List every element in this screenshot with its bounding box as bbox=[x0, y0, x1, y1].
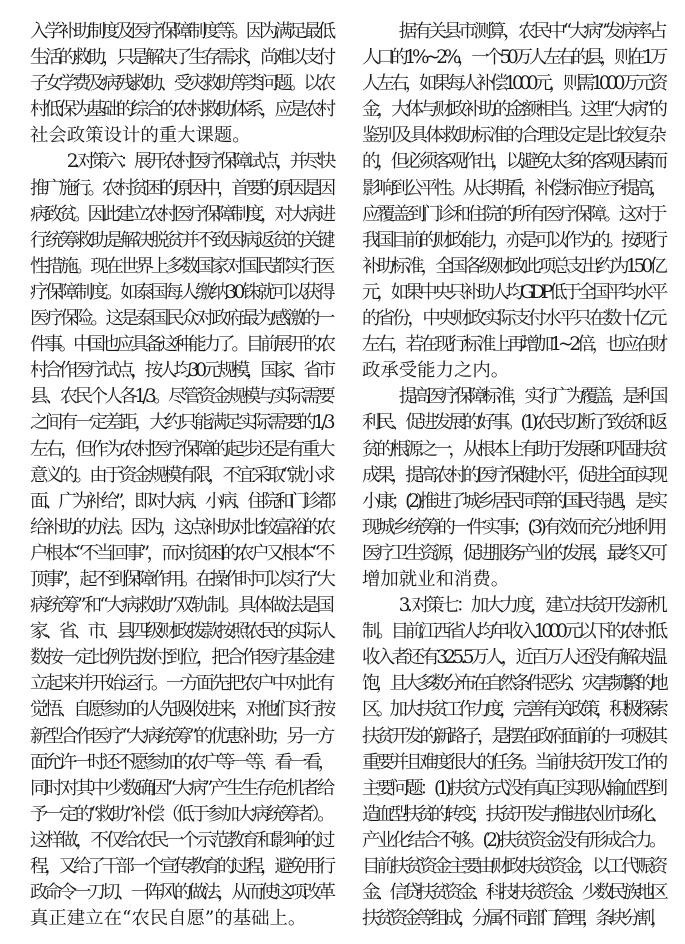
text-line-content: 影响到公平性。从长期看，补偿标准应予提高， bbox=[362, 177, 664, 199]
text-line bbox=[362, 306, 664, 332]
text-line bbox=[30, 176, 332, 202]
text-line bbox=[362, 280, 664, 306]
text-line-content: 小康；(2)推进了城乡居民同等的国民待遇，是实 bbox=[362, 490, 664, 512]
text-line-content: 社会政策设计的重大课题。 bbox=[30, 125, 251, 147]
text-line bbox=[362, 515, 664, 541]
text-line-content: 觉悟、自愿参加的人先吸收进来，对他们实行按 bbox=[30, 699, 332, 721]
text-line bbox=[362, 19, 664, 45]
text-line bbox=[30, 123, 332, 149]
text-line bbox=[30, 828, 332, 854]
text-line bbox=[362, 71, 664, 97]
text-line bbox=[30, 567, 332, 593]
text-line-content: 重要并且难度很大的任务。当前扶贫开发工作的 bbox=[362, 751, 664, 773]
text-line bbox=[362, 671, 664, 697]
text-line bbox=[362, 854, 664, 880]
text-line-content: 推广施行。农村贫困的原因中，首要的原因是因 bbox=[30, 177, 332, 199]
text-line-content: 同时对其中少数确因“大病”产生生存危机者给 bbox=[30, 777, 332, 799]
text-line-content: 这样做，不仅给农民一个示范教育和影响的过 bbox=[30, 829, 332, 851]
text-line-content: 区。加大扶贫工作力度，完善有关政策，积极探索 bbox=[362, 699, 664, 721]
text-line-content: 人左右，如果每人补偿1000元，则需1000万元资 bbox=[362, 73, 664, 95]
text-line bbox=[30, 332, 332, 358]
text-line-content: 提高医疗保障标准，实行广为覆盖，是利国 bbox=[398, 386, 664, 408]
text-line-content: 应覆盖到门诊和住院的所有医疗保障。这对于 bbox=[362, 203, 664, 225]
text-line-content: 面允许一时还不愿参加的农户等一等、看一看， bbox=[30, 751, 332, 773]
text-line-content: 面、广为补给”，即对大病、小病、住院和门诊都 bbox=[30, 490, 332, 512]
text-line-content: 造血型扶贫的转变，扶贫开发与推进农业市场化、 bbox=[362, 803, 664, 825]
text-line-content: 性措施。现在世界上多数国家对国民都实行医 bbox=[30, 255, 332, 277]
text-line bbox=[362, 619, 664, 645]
text-line bbox=[30, 593, 332, 619]
text-line bbox=[30, 19, 332, 45]
text-line bbox=[362, 384, 664, 410]
text-line bbox=[362, 228, 664, 254]
text-line-content: 主要问题：(1)扶贫方式没有真正实现从输血型到 bbox=[362, 777, 664, 799]
text-line bbox=[362, 489, 664, 515]
text-line bbox=[362, 880, 664, 906]
text-line bbox=[362, 776, 664, 802]
text-line bbox=[362, 463, 664, 489]
text-line-content: 顶事”，起不到保障作用。在操作时可以实行“大 bbox=[30, 568, 332, 590]
text-line-content: 据有关县市测算，农民中“大病”发病率占 bbox=[398, 21, 664, 42]
text-line bbox=[362, 828, 664, 854]
text-line-content: 病致贫。因此建立农村医疗保障制度，对大病进 bbox=[30, 203, 332, 225]
text-line-content: 生活的救助，只是解决了生存需求，尚难以支付 bbox=[30, 47, 332, 69]
text-line bbox=[30, 776, 332, 802]
text-line-content: 左右，但作为农村医疗保障的起步还是有重大 bbox=[30, 438, 332, 460]
text-line-content: 人口的1%~2%，一个50万人左右的县，则在1万 bbox=[362, 47, 664, 69]
text-line-content: 补助标准，全国各级财政此项总支出约为150亿 bbox=[362, 255, 664, 277]
text-line-content: 新型合作医疗“大病统筹”的优惠补助；另一方 bbox=[30, 725, 332, 747]
text-line-content: 贫的根源之一，从根本上有助于发展和巩固扶贫 bbox=[362, 438, 664, 460]
text-line bbox=[362, 541, 664, 567]
text-line-content: 病统筹”和“大病救助”双轨制。具体做法是国 bbox=[30, 595, 332, 617]
text-line bbox=[30, 306, 332, 332]
text-line-content: 收入者还有325.5万人，近百万人还没有解决温 bbox=[362, 647, 664, 669]
text-line bbox=[362, 750, 664, 776]
text-line bbox=[362, 697, 664, 723]
text-line-content: 的，但必须客观作出，以避免太多的客观因素而 bbox=[362, 151, 664, 173]
text-line bbox=[30, 489, 332, 515]
text-line-content: 家、省、市、县四级财政拨款按照农民的实际人 bbox=[30, 621, 332, 643]
text-line-content: 饱，且大多数分布在自然条件恶劣、灾害频繁的地 bbox=[362, 673, 664, 695]
text-line-content: 成果，提高农村的医疗保健水平，促进全面实现 bbox=[362, 464, 664, 486]
text-line bbox=[362, 802, 664, 828]
text-line bbox=[30, 750, 332, 776]
text-line bbox=[362, 645, 664, 671]
text-line-content: 村低保为基础的综合的农村救助体系，应是农村 bbox=[30, 99, 332, 121]
text-line-content: 数按一定比例先拨付到位，把合作医疗基金建 bbox=[30, 647, 332, 669]
text-line bbox=[30, 254, 332, 280]
text-line-content: 3. 对策七：加大力度，建立扶贫开发新机 bbox=[398, 595, 664, 617]
text-line bbox=[30, 228, 332, 254]
text-line-content: 件事。中国也应具备这种能力了。目前展开的农 bbox=[30, 334, 332, 356]
text-line bbox=[30, 671, 332, 697]
text-line bbox=[362, 123, 664, 149]
text-line bbox=[30, 45, 332, 71]
text-line-content: 增加就业和消费。 bbox=[362, 568, 510, 590]
text-line bbox=[30, 463, 332, 489]
text-line-content: 政承受能力之内。 bbox=[362, 360, 510, 382]
text-line-content: 县、农民个人各1/3。尽管资金规模与实际需要 bbox=[30, 386, 332, 408]
text-line-content: 给补助的办法。因为，这点补助对比较富裕的农 bbox=[30, 516, 332, 538]
text-line-content: 政命令一刀切、一阵风的做法，从而使这项改革 bbox=[30, 882, 332, 904]
text-line-content: 入学补助制度及医疗保障制度等。因为满足最低 bbox=[30, 21, 332, 42]
text-line bbox=[362, 202, 664, 228]
text-column-left bbox=[30, 19, 332, 932]
text-line-content: 子女学费及病残救助、受灾救助等类问题。以农 bbox=[30, 73, 332, 95]
text-line-content: 制。目前江西省人均年收入1000元以下的农村低 bbox=[362, 621, 664, 643]
text-line bbox=[30, 645, 332, 671]
text-line-content: 真正建立在“农民自愿”的基础上。 bbox=[30, 908, 307, 930]
text-line bbox=[30, 437, 332, 463]
text-line-content: 医疗卫生资源，促进服务产业的发展，最终又可 bbox=[362, 542, 664, 564]
text-line bbox=[30, 619, 332, 645]
text-line bbox=[362, 45, 664, 71]
text-line bbox=[30, 358, 332, 384]
text-line-content: 现城乡统筹的一件实事；(3)有效而充分地利用 bbox=[362, 516, 664, 538]
text-line bbox=[30, 384, 332, 410]
text-line bbox=[30, 854, 332, 880]
text-line-content: 户根本“不当回事”，而对贫困的农户又根本“不 bbox=[30, 542, 332, 564]
text-line bbox=[30, 202, 332, 228]
text-line bbox=[30, 280, 332, 306]
text-line bbox=[30, 724, 332, 750]
text-line bbox=[362, 358, 664, 384]
text-line-content: 左右，若在现行标准上再增加1~2倍，也应在财 bbox=[362, 334, 664, 356]
text-line bbox=[30, 97, 332, 123]
text-line-content: 目前扶贫资金主要由财政扶贫资金，以工代赈资 bbox=[362, 856, 664, 877]
text-line-content: 我国目前的财政能力，亦是可以作为的。按现行 bbox=[362, 229, 664, 251]
text-line bbox=[30, 880, 332, 906]
text-line-content: 疗保障制度。如泰国每人缴纳30铢就可以获得 bbox=[30, 281, 332, 303]
text-line bbox=[362, 332, 664, 358]
text-line bbox=[362, 593, 664, 619]
text-column-right bbox=[362, 19, 664, 932]
text-line bbox=[30, 802, 332, 828]
text-line bbox=[30, 541, 332, 567]
text-line bbox=[30, 149, 332, 175]
text-line-content: 2. 对策六：展开农村医疗保障试点，并尽快 bbox=[66, 151, 332, 173]
text-line bbox=[362, 906, 664, 932]
text-line bbox=[30, 906, 332, 932]
text-line-content: 元，如果中央只补助人均GDP低于全国平均水平 bbox=[362, 281, 664, 303]
text-line bbox=[30, 697, 332, 723]
text-line bbox=[362, 254, 664, 280]
text-line-content: 扶贫开发的新路子，是摆在政府面前的一项极其 bbox=[362, 725, 664, 747]
text-line-content: 行统筹救助是解决脱贫并不致因病返贫的关键 bbox=[30, 229, 332, 251]
text-line-content: 利民、促进发展的好事。(1)农民切断了致贫和返 bbox=[362, 412, 664, 434]
text-line-content: 的省份，中央财政实际支付水平只在数十亿元 bbox=[362, 308, 664, 330]
text-line bbox=[30, 515, 332, 541]
text-line-content: 扶贫资金等组成，分属不同部门管理，条块分割， bbox=[362, 908, 664, 930]
text-line bbox=[362, 567, 664, 593]
text-line-content: 鉴别及具体救助标准的合理设定是比较复杂 bbox=[362, 125, 664, 147]
text-line bbox=[362, 410, 664, 436]
text-line-content: 医疗保险。这是泰国民众对政府最为感激的一 bbox=[30, 308, 332, 330]
text-line-content: 村合作医疗试点，按人均30元规模，国家、省市 bbox=[30, 360, 332, 382]
text-line-content: 金，大体与财政补助的金额相当。这里“大病”的 bbox=[362, 99, 664, 121]
text-line bbox=[362, 97, 664, 123]
text-line-content: 之间有一定差距，大约只能满足实际需要的1/3 bbox=[30, 412, 332, 434]
text-line bbox=[362, 437, 664, 463]
text-line bbox=[362, 724, 664, 750]
text-line-content: 金、信贷扶贫资金、科技扶贫资金、少数民族地区 bbox=[362, 882, 664, 904]
text-line-content: 立起来并开始运行。一方面先把农户中对此有 bbox=[30, 673, 332, 695]
text-line bbox=[362, 176, 664, 202]
text-line bbox=[30, 410, 332, 436]
text-line bbox=[362, 149, 664, 175]
text-line-content: 予一定的“救助”补偿（低于参加大病统筹者）。 bbox=[30, 803, 332, 825]
text-line-content: 产业化结合不够。(2)扶贫资金没有形成合力。 bbox=[362, 829, 664, 851]
text-line bbox=[30, 71, 332, 97]
text-line-content: 程，又给了干部一个宣传教育的过程，避免用行 bbox=[30, 856, 332, 877]
text-line-content: 意义的。由于资金规模有限，不宜采取“就小求 bbox=[30, 464, 332, 486]
